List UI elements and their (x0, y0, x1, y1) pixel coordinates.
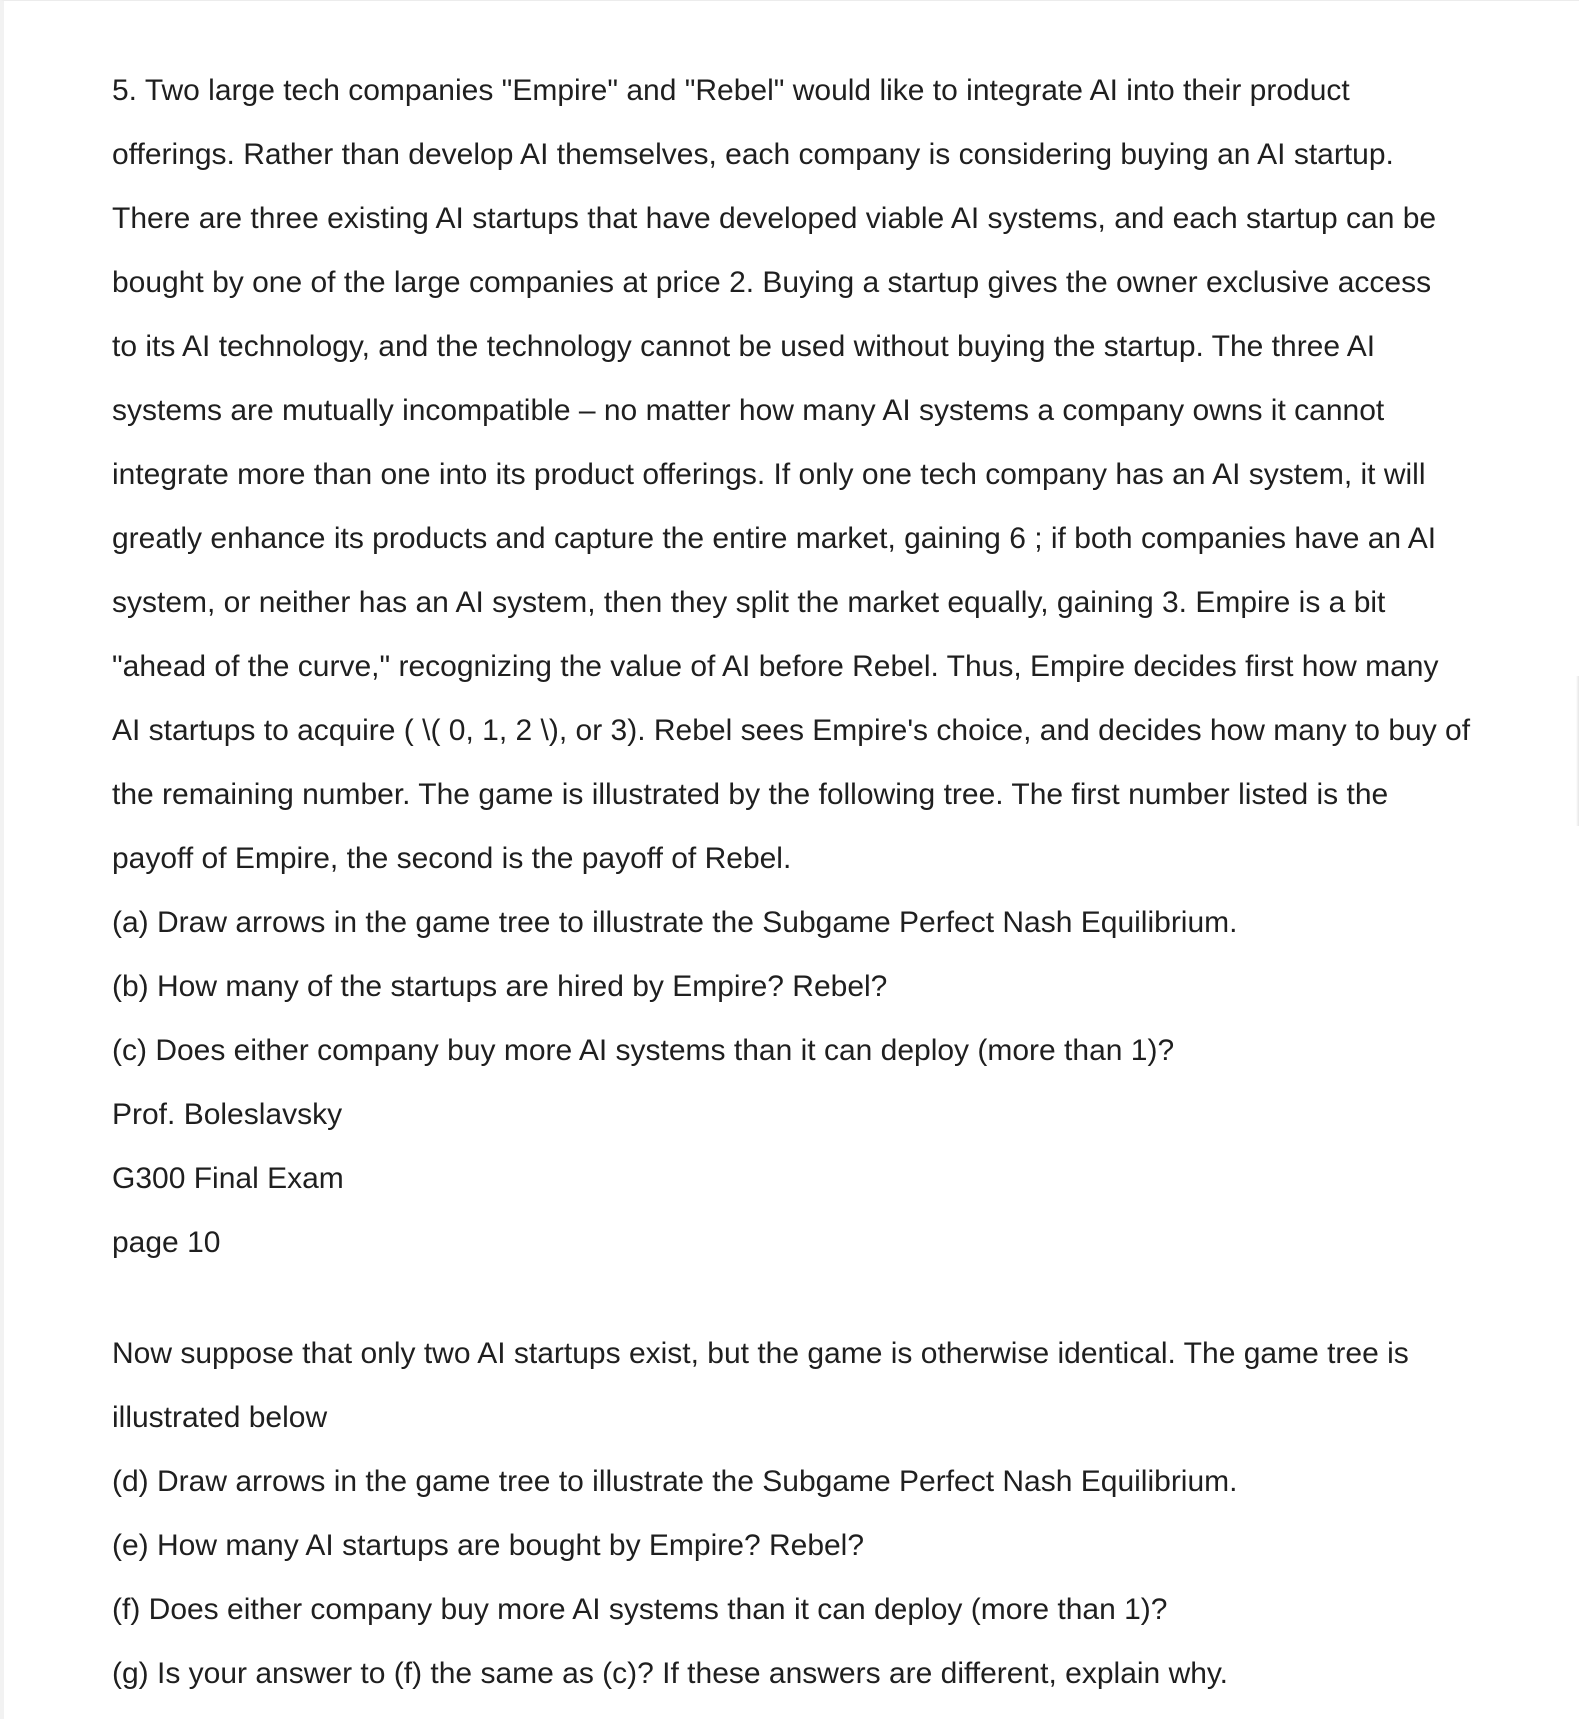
paragraph-line: system, or neither has an AI system, then they split the market equally, gaining 3. Empire is a bit (112, 586, 1386, 619)
footer-page-number: page 10 (112, 1226, 221, 1259)
question-a: (a) Draw arrows in the game tree to illustrate the Subgame Perfect Nash Equilibrium. (112, 906, 1238, 939)
section-gap (112, 1275, 1572, 1322)
paragraph-line: 5. Two large tech companies "Empire" and "Rebel" would like to integrate AI into their product (112, 74, 1350, 107)
footer-exam: G300 Final Exam (112, 1162, 344, 1195)
paragraph-line: AI startups to acquire ( \( 0, 1, 2 \), or 3). Rebel sees Empire's choice, and decides how many to buy of (112, 714, 1471, 747)
paragraph-line: "ahead of the curve," recognizing the value of AI before Rebel. Thus, Empire decides first how many (112, 650, 1439, 683)
paragraph-line: Now suppose that only two AI startups exist, but the game is otherwise identical. The game tree is (112, 1337, 1409, 1370)
question-d: (d) Draw arrows in the game tree to illustrate the Subgame Perfect Nash Equilibrium. (112, 1465, 1238, 1498)
question-e: (e) How many AI startups are bought by Empire? Rebel? (112, 1529, 865, 1562)
footer-professor: Prof. Boleslavsky (112, 1098, 343, 1131)
paragraph-line: There are three existing AI startups that have developed viable AI systems, and each startup can be (112, 202, 1437, 235)
paragraph-line: payoff of Empire, the second is the payoff of Rebel. (112, 842, 792, 875)
paragraph-line: the remaining number. The game is illustrated by the following tree. The first number listed is the (112, 778, 1389, 811)
paragraph-line: offerings. Rather than develop AI themselves, each company is considering buying an AI startup. (112, 138, 1394, 171)
paragraph-line: illustrated below (112, 1401, 328, 1434)
paragraph-line: to its AI technology, and the technology cannot be used without buying the startup. The three AI (112, 330, 1376, 363)
paragraph-line: systems are mutually incompatible – no matter how many AI systems a company owns it cannot (112, 394, 1385, 427)
question-f: (f) Does either company buy more AI systems than it can deploy (more than 1)? (112, 1593, 1168, 1626)
paragraph-line: bought by one of the large companies at price 2. Buying a startup gives the owner exclusive access (112, 266, 1432, 299)
question-g: (g) Is your answer to (f) the same as (c)? If these answers are different, explain why. (112, 1657, 1229, 1690)
question-c: (c) Does either company buy more AI systems than it can deploy (more than 1)? (112, 1034, 1175, 1067)
paragraph-line: greatly enhance its products and capture the entire market, gaining 6 ; if both companies have an AI (112, 522, 1437, 555)
paragraph-line: integrate more than one into its product offerings. If only one tech company has an AI system, it will (112, 458, 1426, 491)
question-b: (b) How many of the startups are hired by Empire? Rebel? (112, 970, 888, 1003)
problem-content (112, 59, 1572, 1706)
